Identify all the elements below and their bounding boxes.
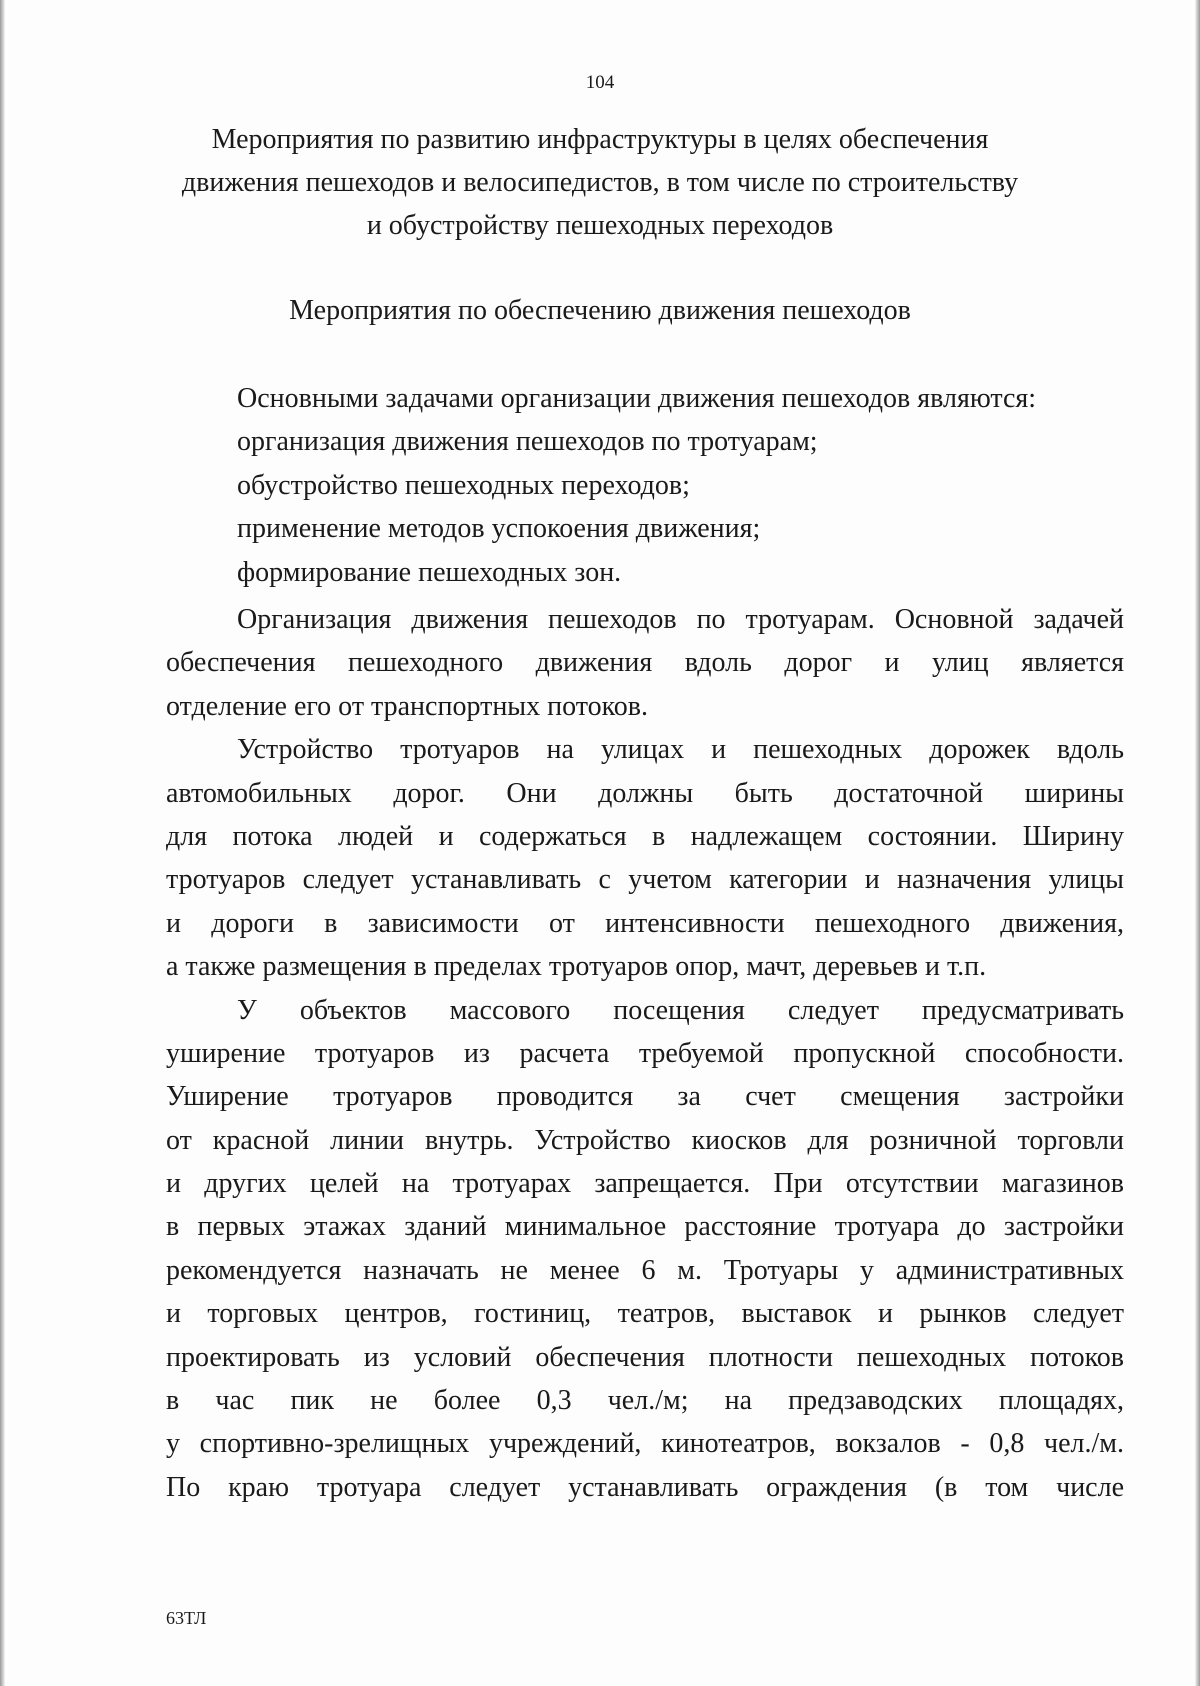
body-paragraphs bbox=[166, 598, 1124, 1509]
page-number: 104 bbox=[585, 72, 615, 93]
section-title-line: и обустройству пешеходных переходов bbox=[366, 210, 834, 241]
task-item: формирование пешеходных зон. bbox=[237, 556, 622, 588]
paragraph-line: в час пик не более 0,3 чел./м; на предзаводских площадях, bbox=[166, 1385, 1124, 1417]
paragraph-line: По краю тротуара следует устанавливать ограждения (в том числе bbox=[166, 1471, 1124, 1503]
paragraph-line: уширение тротуаров из расчета требуемой пропускной способности. bbox=[166, 1037, 1124, 1069]
section-title bbox=[150, 118, 1050, 247]
tasks-list bbox=[166, 377, 1124, 594]
paragraph-line: тротуаров следует устанавливать с учетом категории и назначения улицы bbox=[166, 864, 1124, 896]
task-item: обустройство пешеходных переходов; bbox=[237, 469, 690, 501]
paragraph bbox=[166, 598, 1124, 728]
paragraph-line: У объектов массового посещения следует предусматривать bbox=[237, 994, 1124, 1026]
paragraph-line: обеспечения пешеходного движения вдоль дорог и улиц является bbox=[166, 647, 1124, 679]
paragraph-line: проектировать из условий обеспечения плотности пешеходных потоков bbox=[166, 1341, 1124, 1373]
paragraph bbox=[166, 728, 1124, 988]
paragraph-line: Устройство тротуаров на улицах и пешеходных дорожек вдоль bbox=[237, 734, 1124, 766]
paragraph-line: Уширение тротуаров проводится за счет смещения застройки bbox=[166, 1081, 1124, 1113]
paragraph-line: у спортивно-зрелищных учреждений, кинотеатров, вокзалов - 0,8 чел./м. bbox=[166, 1428, 1124, 1460]
scan-edge-right bbox=[1195, 0, 1200, 1686]
paragraph-line: от красной линии внутрь. Устройство киосков для розничной торговли bbox=[166, 1124, 1124, 1156]
task-item: организация движения пешеходов по тротуарам; bbox=[237, 426, 818, 458]
tasks-intro-line: Основными задачами организации движения пешеходов являются: bbox=[237, 383, 1037, 414]
paragraph-line: и торговых центров, гостиниц, театров, выставок и рынков следует bbox=[166, 1298, 1124, 1330]
paragraph-line: отделение его от транспортных потоков. bbox=[166, 690, 649, 722]
paragraph-line: а также размещения в пределах тротуаров опор, мачт, деревьев и т.п. bbox=[166, 951, 987, 983]
document-code: 63ТЛ bbox=[166, 1608, 207, 1628]
task-item: применение методов успокоения движения; bbox=[237, 513, 761, 545]
paragraph-line: Организация движения пешеходов по тротуарам. Основной задачей bbox=[237, 604, 1124, 635]
subsection-title: Мероприятия по обеспечению движения пешеходов bbox=[289, 295, 911, 326]
paragraph bbox=[166, 989, 1124, 1510]
paragraph-line: автомобильных дорог. Они должны быть достаточной ширины bbox=[166, 777, 1124, 809]
paragraph-line: для потока людей и содержаться в надлежащем состоянии. Ширину bbox=[166, 820, 1124, 852]
section-title-line: движения пешеходов и велосипедистов, в том числе по строительству bbox=[181, 167, 1019, 198]
scan-edge-left bbox=[0, 0, 5, 1686]
paragraph-line: и дороги в зависимости от интенсивности пешеходного движения, bbox=[166, 907, 1124, 939]
paragraph-line: и других целей на тротуарах запрещается. При отсутствии магазинов bbox=[166, 1168, 1124, 1200]
paragraph-line: в первых этажах зданий минимальное расстояние тротуара до застройки bbox=[166, 1211, 1124, 1243]
paragraph-line: рекомендуется назначать не менее 6 м. Тротуары у административных bbox=[166, 1254, 1124, 1286]
section-title-line: Мероприятия по развитию инфраструктуры в целях обеспечения bbox=[211, 124, 989, 155]
